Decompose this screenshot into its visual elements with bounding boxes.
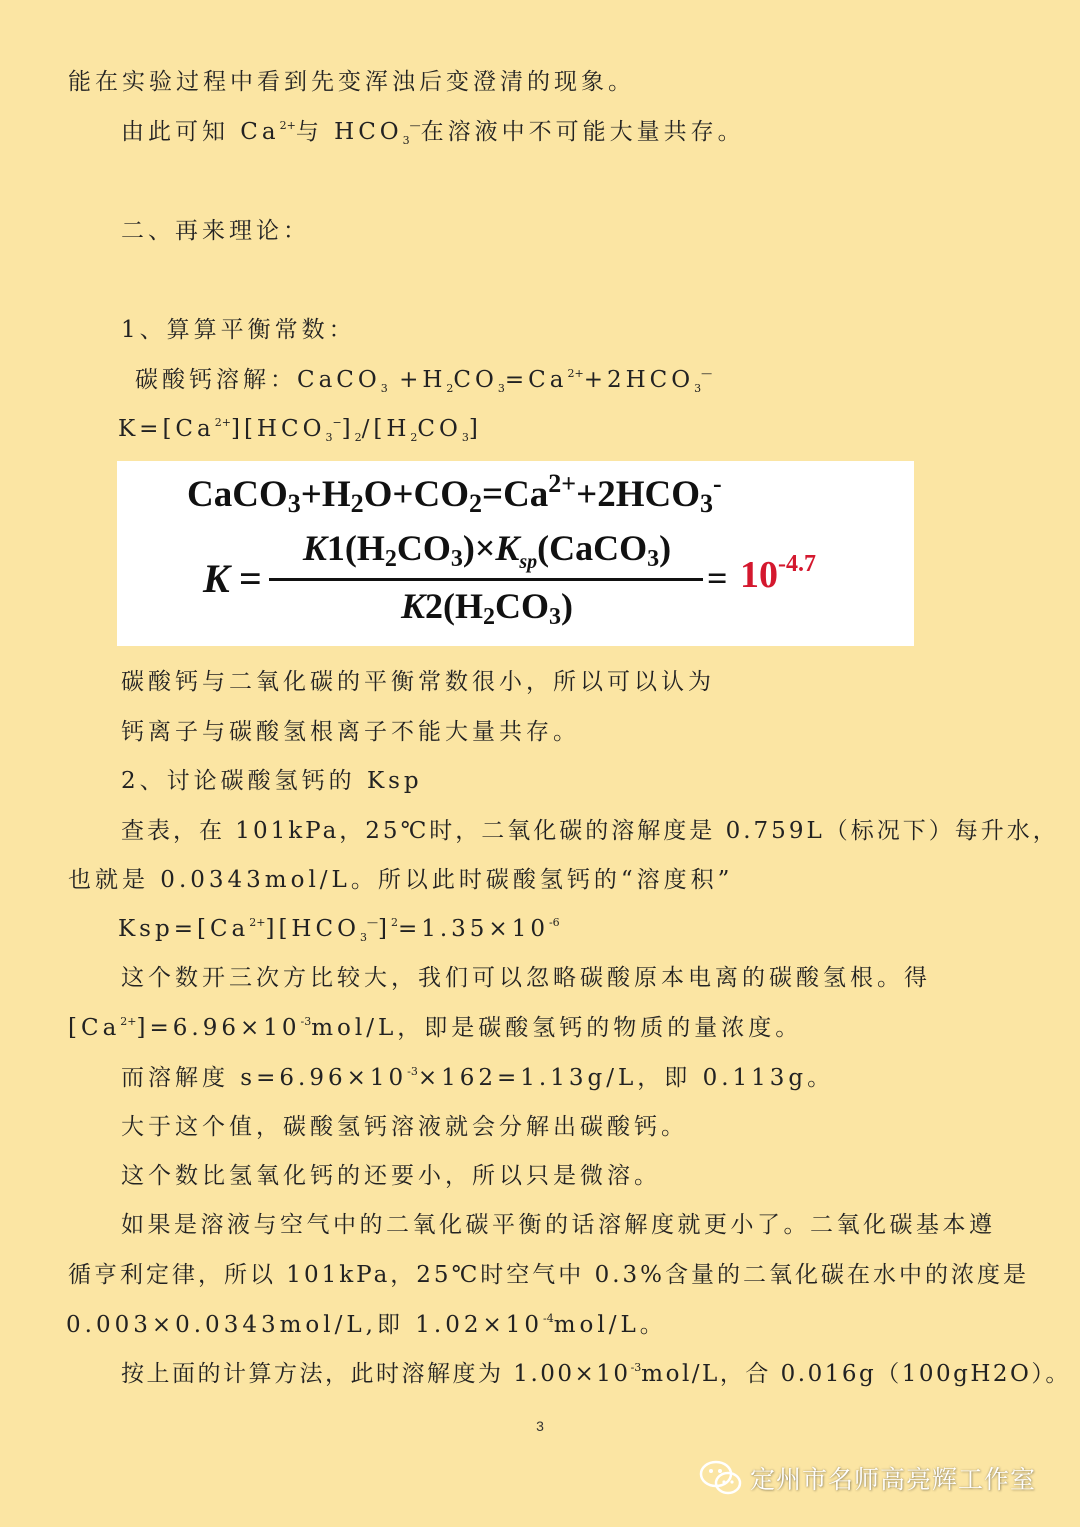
text-line-8: 钙离子与碳酸氢根离子不能大量共存。 (121, 719, 580, 745)
text-line-18: 如果是溶液与空气中的二氧化碳平衡的话溶解度就更小了。二氧化碳基本遵 (121, 1212, 996, 1238)
formula-equals: = (239, 556, 262, 601)
formula-result: $10^{-4.7}$ (740, 551, 816, 596)
text-line-10: 查表，在 101kPa，25℃时，二氧化碳的溶解度是 0.759L（标况下）每升水， (121, 818, 1059, 844)
text-line-16: 大于这个值，碳酸氢钙溶液就会分解出碳酸钙。 (121, 1114, 688, 1140)
text-line-14: $[Ca^{2+}]=6.96\times 10^{-3}mol/L$，即是碳酸氢钙的物质的量浓度。 (68, 1015, 803, 1041)
wechat-icon (698, 1458, 744, 1498)
text-line-21: 按上面的计算方法，此时溶解度为 $1.00\times 10^{-3}mol/L$，合 0.016g（100gH2O）。 (121, 1361, 1071, 1387)
text-line-1: 能在实验过程中看到先变浑浊后变澄清的现象。 (68, 69, 635, 95)
formula-reaction: $CaCO3+H2O+CO2=Ca^{2+}+2HCO3^-$ (187, 469, 722, 518)
text-line-11: 也就是 0.0343mol/L。所以此时碳酸氢钙的“溶度积” (68, 867, 734, 893)
watermark (698, 1458, 1036, 1498)
text-line-20: 0.003×0.0343mol/L,即 $1.02\times 10^{-4}mol/L$。 (66, 1312, 667, 1338)
subheading-ksp: 2、讨论碳酸氢钙的 Ksp (121, 768, 423, 794)
formula-denominator: K2(H2CO3) (400, 586, 573, 630)
watermark-text: 定州市名师高亮辉工作室 (750, 1465, 1037, 1494)
text-line-7: 碳酸钙与二氧化碳的平衡常数很小，所以可以认为 (121, 669, 715, 695)
text-line-19: 循亨利定律，所以 101kPa，25℃时空气中 0.3%含量的二氧化碳在水中的浓度是 (68, 1262, 1030, 1288)
page-number: 3 (536, 1418, 544, 1434)
text-line-k-expression: $K=[Ca^{2+}][HCO_3^-]_2/[H_2CO_3]$ (118, 416, 482, 444)
text-line-17: 这个数比氢氧化钙的还要小，所以只是微溶。 (121, 1163, 661, 1189)
formula-numerator: $K1(H2CO3)\times K_{sp}(CaCO3)$ (302, 528, 672, 573)
section-heading-theory: 二、再来理论： (121, 218, 310, 244)
text-line-13: 这个数开三次方比较大，我们可以忽略碳酸原本电离的碳酸氢根。得 (121, 965, 931, 991)
formula-equals-result: = (707, 558, 728, 598)
subheading-equilibrium-constant: 1、算算平衡常数： (121, 317, 356, 343)
formula-image (117, 461, 914, 646)
text-line-dissolution-reaction: 碳酸钙溶解：CaCO$_3$ $+H_2CO_3=Ca^{2+}+2HCO_3^—$ (135, 367, 713, 395)
formula-k-symbol: K (203, 556, 230, 601)
formula-fraction-bar (269, 578, 703, 581)
text-line-15: 而溶解度 $s=6.96\times 10^{-3}\times 162=1.13g/L$，即 0.113g。 (121, 1065, 835, 1091)
text-line-2: 由此可知 $Ca^{2+}$与 $HCO_3^—$在溶液中不可能大量共存。 (121, 119, 745, 147)
text-line-ksp-value: $Ksp=[Ca^{2+}][HCO_3^—]^2=1.35\times 10^{-6}$ (118, 916, 560, 944)
